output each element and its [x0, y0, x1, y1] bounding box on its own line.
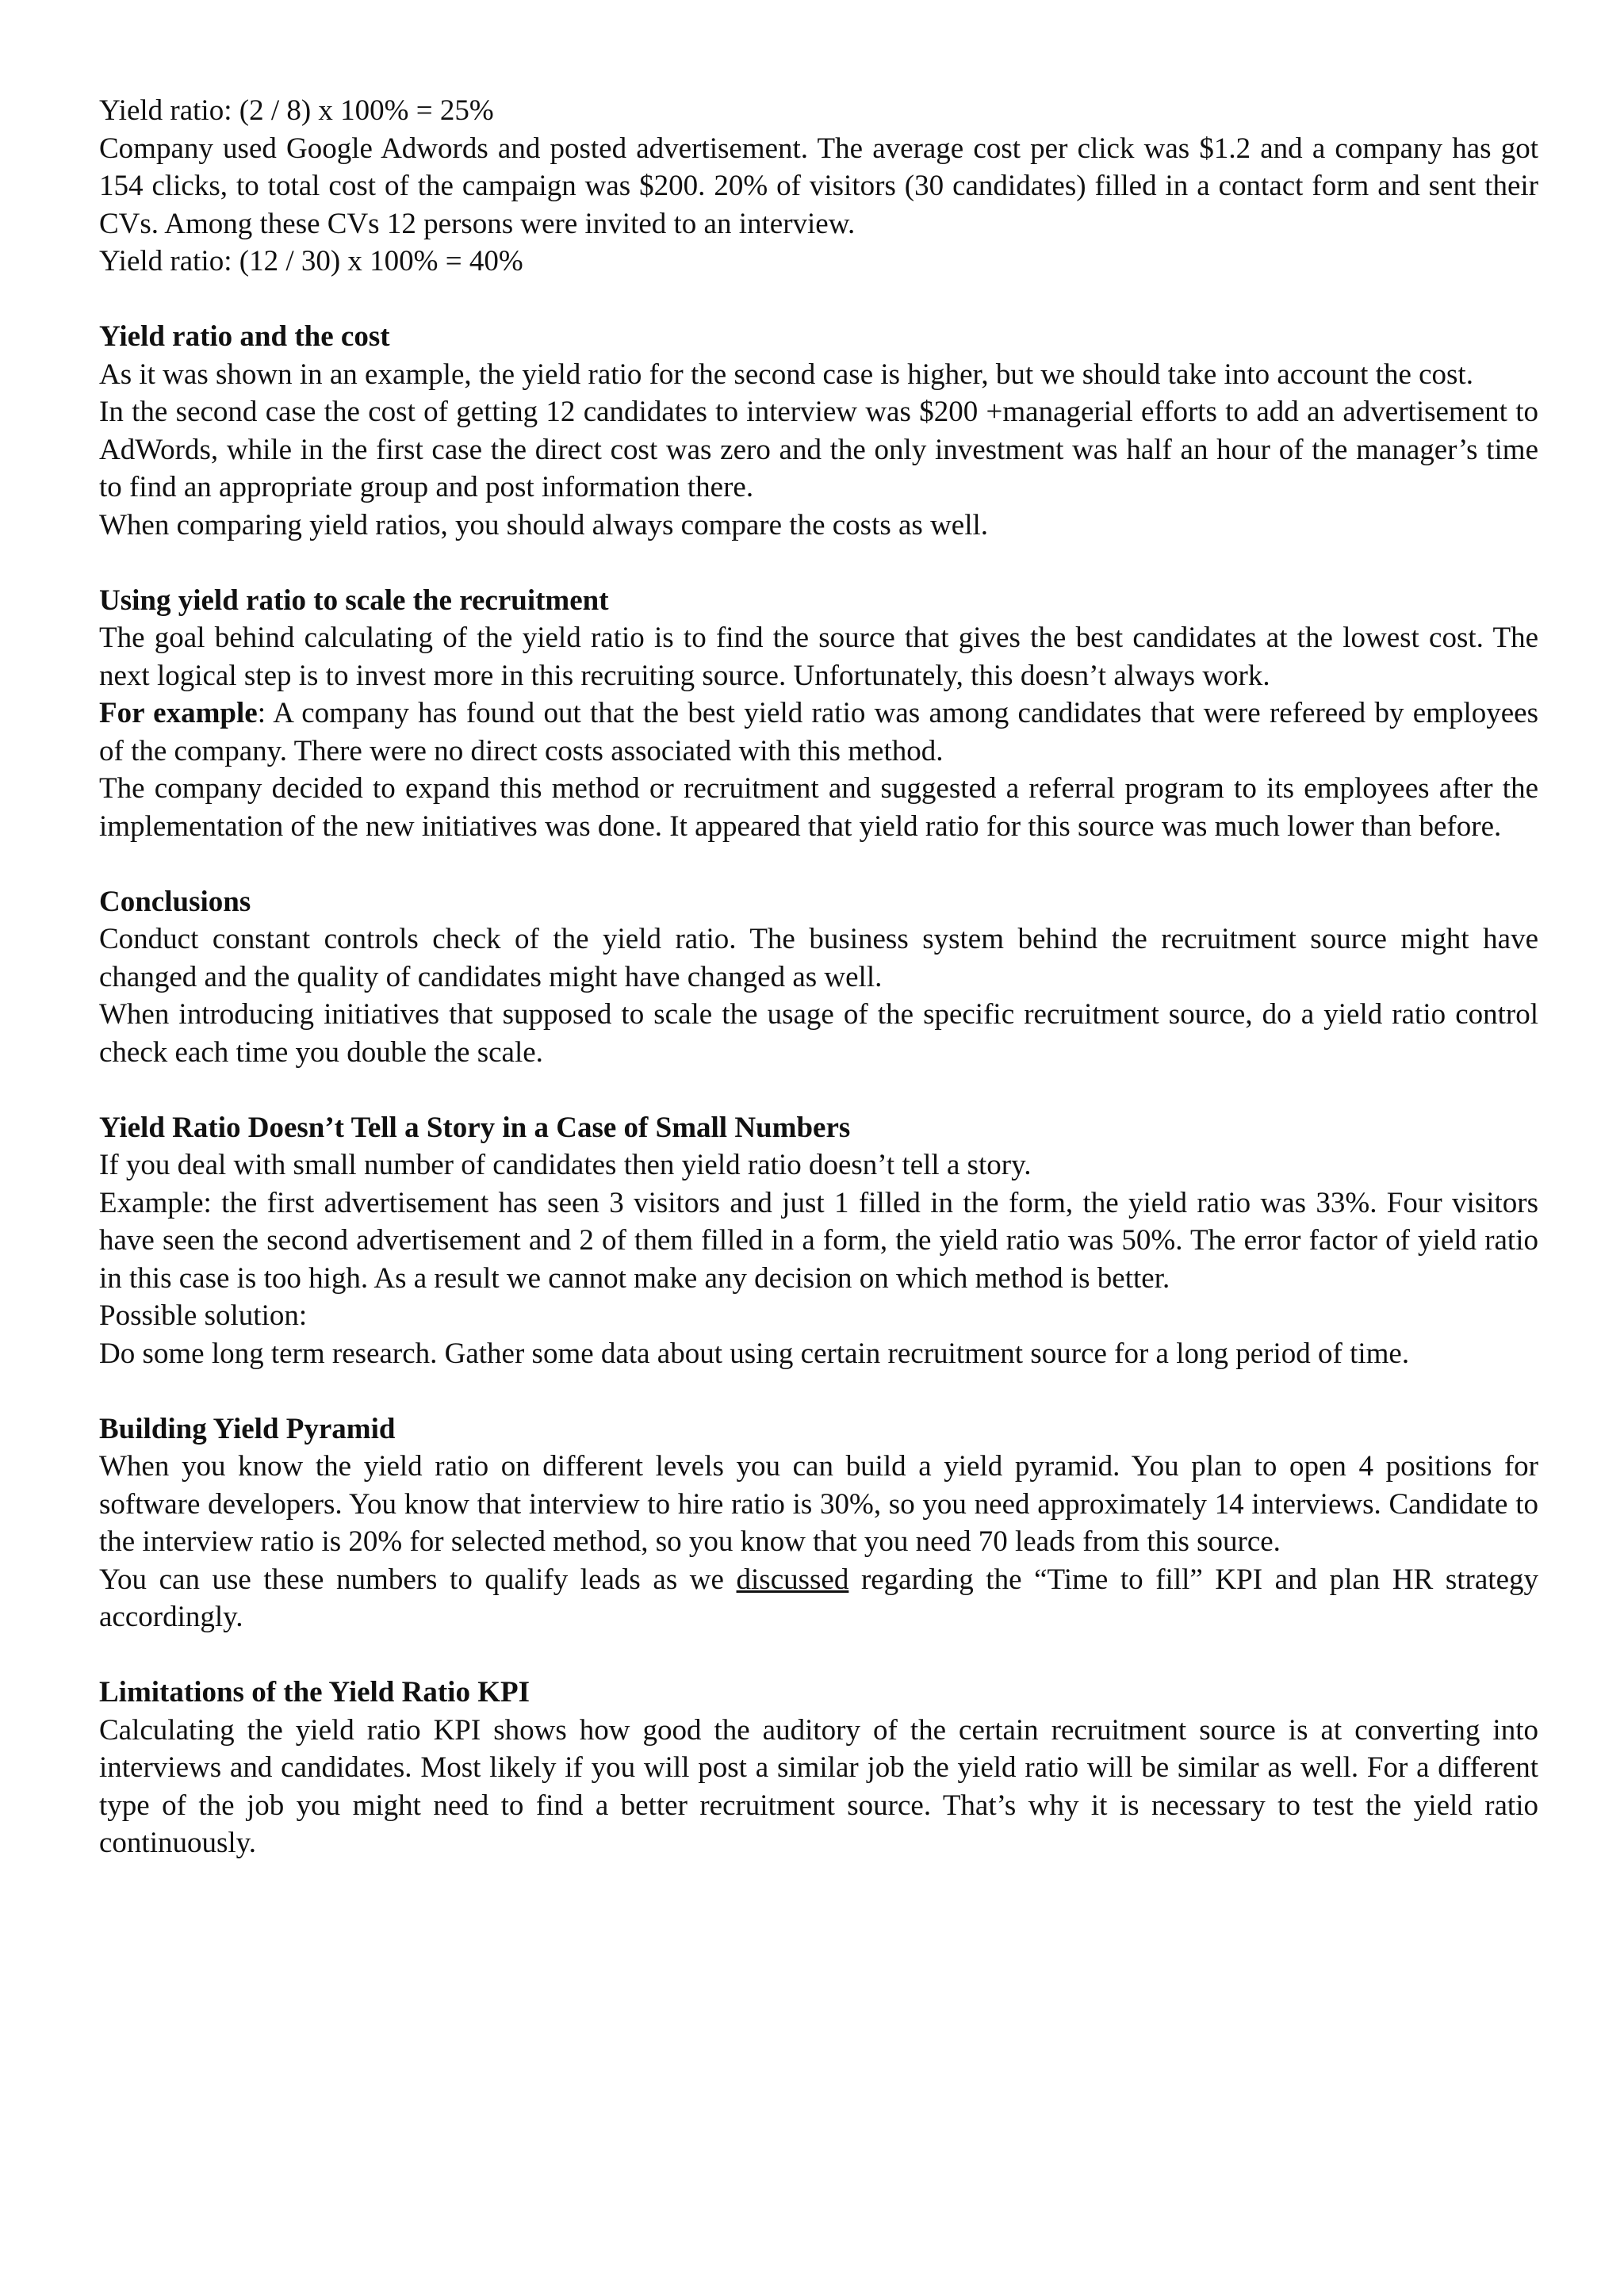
- heading-scale-recruitment: Using yield ratio to scale the recruitment: [99, 584, 609, 617]
- document-page: [99, 92, 1538, 1862]
- heading-limitations: Limitations of the Yield Ratio KPI: [99, 1676, 530, 1709]
- scale-example-paragraph: [99, 695, 1538, 770]
- pyramid-paragraph-1: When you know the yield ratio on different levels you can build a yield pyramid. You plan to open 4 positions for software developers. You know that interview to hire ratio is 30%, so you need approximately 14 interviews. Candidate to the interview ratio is 20% for selected method, so you know that you need 70 leads from this source.: [99, 1450, 1538, 1558]
- small-numbers-paragraph-3: Possible solution:: [99, 1299, 308, 1332]
- cost-paragraph-3: When comparing yield ratios, you should always compare the costs as well.: [99, 508, 989, 541]
- spacer: [99, 1372, 1538, 1410]
- small-numbers-paragraph-1: If you deal with small number of candidates then yield ratio doesn’t tell a story.: [99, 1149, 1032, 1181]
- conclusions-paragraph-2: When introducing initiatives that supposed to scale the usage of the specific recruitment source, do a yield ratio control check each time you double the scale.: [99, 998, 1538, 1069]
- cost-paragraph-1: As it was shown in an example, the yield ratio for the second case is higher, but we should take into account the cost.: [99, 358, 1473, 391]
- scale-paragraph-2: The company decided to expand this method or recruitment and suggested a referral program to its employees after the implementation of the new initiatives was done. It appeared that yield ratio for this source was much lower than before.: [99, 772, 1538, 843]
- pyramid-text-before: You can use these numbers to qualify leads as we: [99, 1563, 737, 1596]
- heading-yield-ratio-and-cost: Yield ratio and the cost: [99, 320, 390, 353]
- heading-small-numbers: Yield Ratio Doesn’t Tell a Story in a Case of Small Numbers: [99, 1111, 851, 1144]
- heading-yield-pyramid: Building Yield Pyramid: [99, 1412, 396, 1445]
- scale-paragraph-1: The goal behind calculating of the yield ratio is to find the source that gives the best candidates at the lowest cost. The next logical step is to invest more in this recruiting source. Unfortunately, this doesn’t always work.: [99, 622, 1538, 692]
- small-numbers-paragraph-4: Do some long term research. Gather some data about using certain recruitment source for a long period of time.: [99, 1337, 1410, 1370]
- pyramid-text-after: regarding the “Time to fill” KPI and plan HR strategy accordingly.: [99, 1563, 1538, 1633]
- spacer: [99, 1071, 1538, 1109]
- heading-conclusions: Conclusions: [99, 885, 251, 918]
- yield-ratio-formula-2: Yield ratio: (12 / 30) x 100% = 40%: [99, 245, 523, 277]
- cost-paragraph-2: In the second case the cost of getting 12 candidates to interview was $200 +managerial efforts to add an advertisement to AdWords, while in the first case the direct cost was zero and the only investment was half an hour of the manager’s time to find an appropriate group and post information there.: [99, 396, 1538, 503]
- small-numbers-paragraph-2: Example: the first advertisement has seen 3 visitors and just 1 filled in the form, the yield ratio was 33%. Four visitors have seen the second advertisement and 2 of them filled in a form, the yield ratio was 50%. The error factor of yield ratio in this case is too high. As a result we cannot make any decision on which method is better.: [99, 1186, 1538, 1295]
- conclusions-paragraph-1: Conduct constant controls check of the yield ratio. The business system behind the recruitment source might have changed and the quality of candidates might have changed as well.: [99, 923, 1538, 993]
- example-text: : A company has found out that the best yield ratio was among candidates that were refereed by employees of the company. There were no direct costs associated with this method.: [99, 697, 1538, 767]
- spacer: [99, 544, 1538, 582]
- limitations-paragraph-1: Calculating the yield ratio KPI shows how good the auditory of the certain recruitment source is at converting into interviews and candidates. Most likely if you will post a similar job the yield ratio will be similar as well. For a different type of the job you might need to find a better recruitment source. That’s why it is necessary to test the yield ratio continuously.: [99, 1713, 1538, 1859]
- example-label: For example: [99, 697, 258, 729]
- spacer: [99, 845, 1538, 883]
- adwords-example-paragraph: Company used Google Adwords and posted advertisement. The average cost per click was $1.2 and a company has got 154 clicks, to total cost of the campaign was $200. 20% of visitors (30 candidates) filled in a contact form and sent their CVs. Among these CVs 12 persons were invited to an interview.: [99, 132, 1538, 240]
- yield-ratio-formula-1: Yield ratio: (2 / 8) x 100% = 25%: [99, 94, 494, 127]
- discussed-link[interactable]: discussed: [736, 1563, 849, 1596]
- pyramid-paragraph-2: [99, 1561, 1538, 1636]
- spacer: [99, 281, 1538, 319]
- spacer: [99, 1636, 1538, 1674]
